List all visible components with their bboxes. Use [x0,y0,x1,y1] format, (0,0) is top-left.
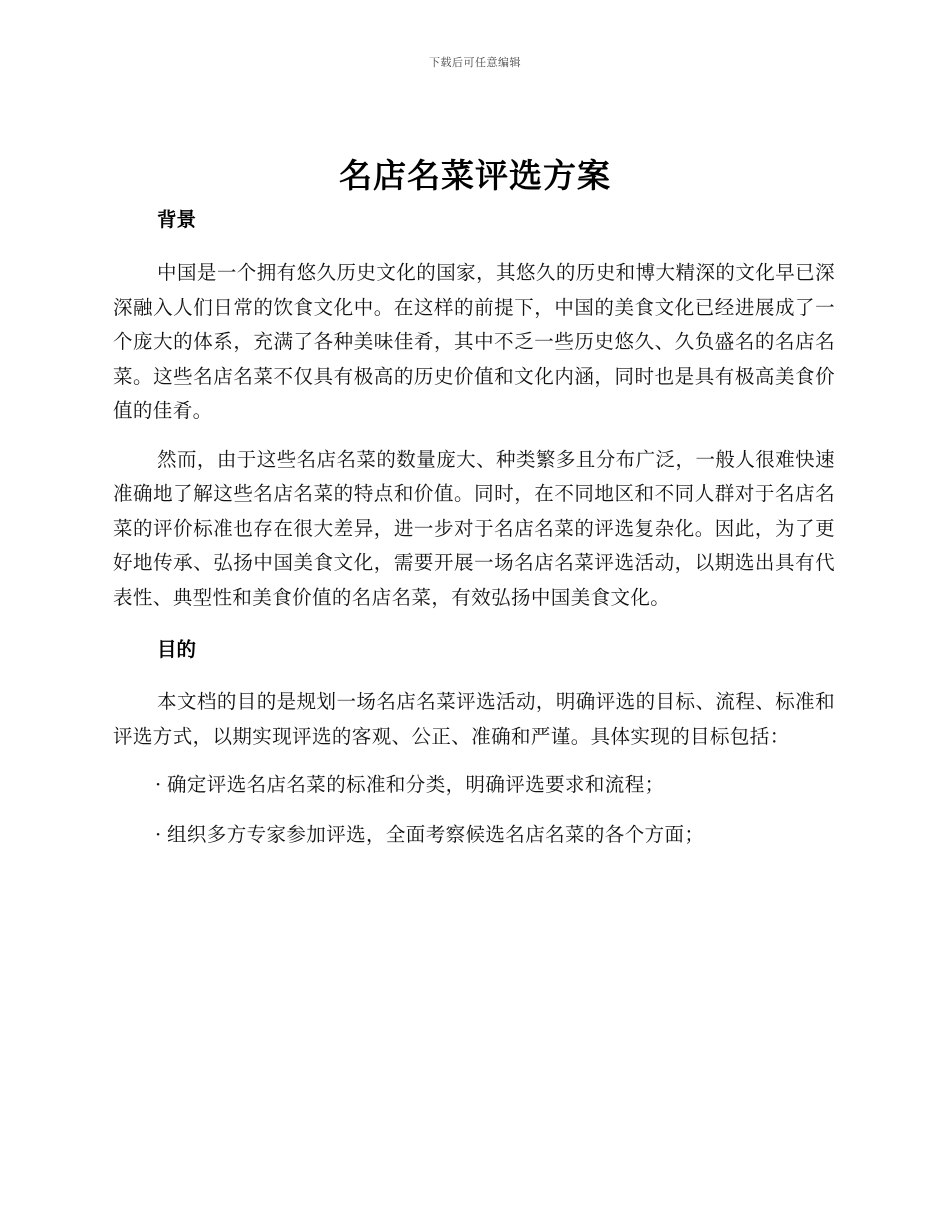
section-heading-background: 背景 [157,208,197,231]
list-item [155,818,835,853]
bullet-icon: · [155,773,162,796]
background-paragraph-1: 中国是一个拥有悠久历史文化的国家，其悠久的历史和博大精深的文化早已深深融入人们日常的饮食文化中。在这样的前提下，中国的美食文化已经进展成了一个庞大的体系，充满了各种美味佳肴，其中不乏一些历史悠久、久负盛名的名店名菜。这些名店名菜不仅具有极高的历史价值和文化内涵，同时也是具有极高美食价值的佳肴。 [113,261,835,422]
document-body [113,203,835,867]
list-item-text: 组织多方专家参加评选，全面考察候选名店名菜的各个方面； [167,822,705,846]
bullet-icon: · [155,822,162,846]
document-title: 名店名菜评选方案 [339,156,611,195]
section-heading-purpose: 目的 [157,638,197,661]
list-item [155,768,835,803]
goal-list [113,768,835,852]
background-paragraph-2: 然而，由于这些名店名菜的数量庞大、种类繁多且分布广泛，一般人很难快速准确地了解这些名店名菜的特点和价值。同时，在不同地区和不同人群对于名店名菜的评价标准也存在很大差异，进一步对于名店名菜的评选复杂化。因此，为了更好地传承、弘扬中国美食文化，需要开展一场名店名菜评选活动，以期选出具有代表性、典型性和美食价值的名店名菜，有效弘扬中国美食文化。 [113,447,835,609]
header-note: 下载后可任意编辑 [429,56,521,69]
purpose-paragraph: 本文档的目的是规划一场名店名菜评选活动，明确评选的目标、流程、标准和评选方式，以期实现评选的客观、公正、准确和严谨。具体实现的目标包括： [113,690,835,748]
list-item-text: 确定评选名店名菜的标准和分类，明确评选要求和流程； [167,773,665,796]
